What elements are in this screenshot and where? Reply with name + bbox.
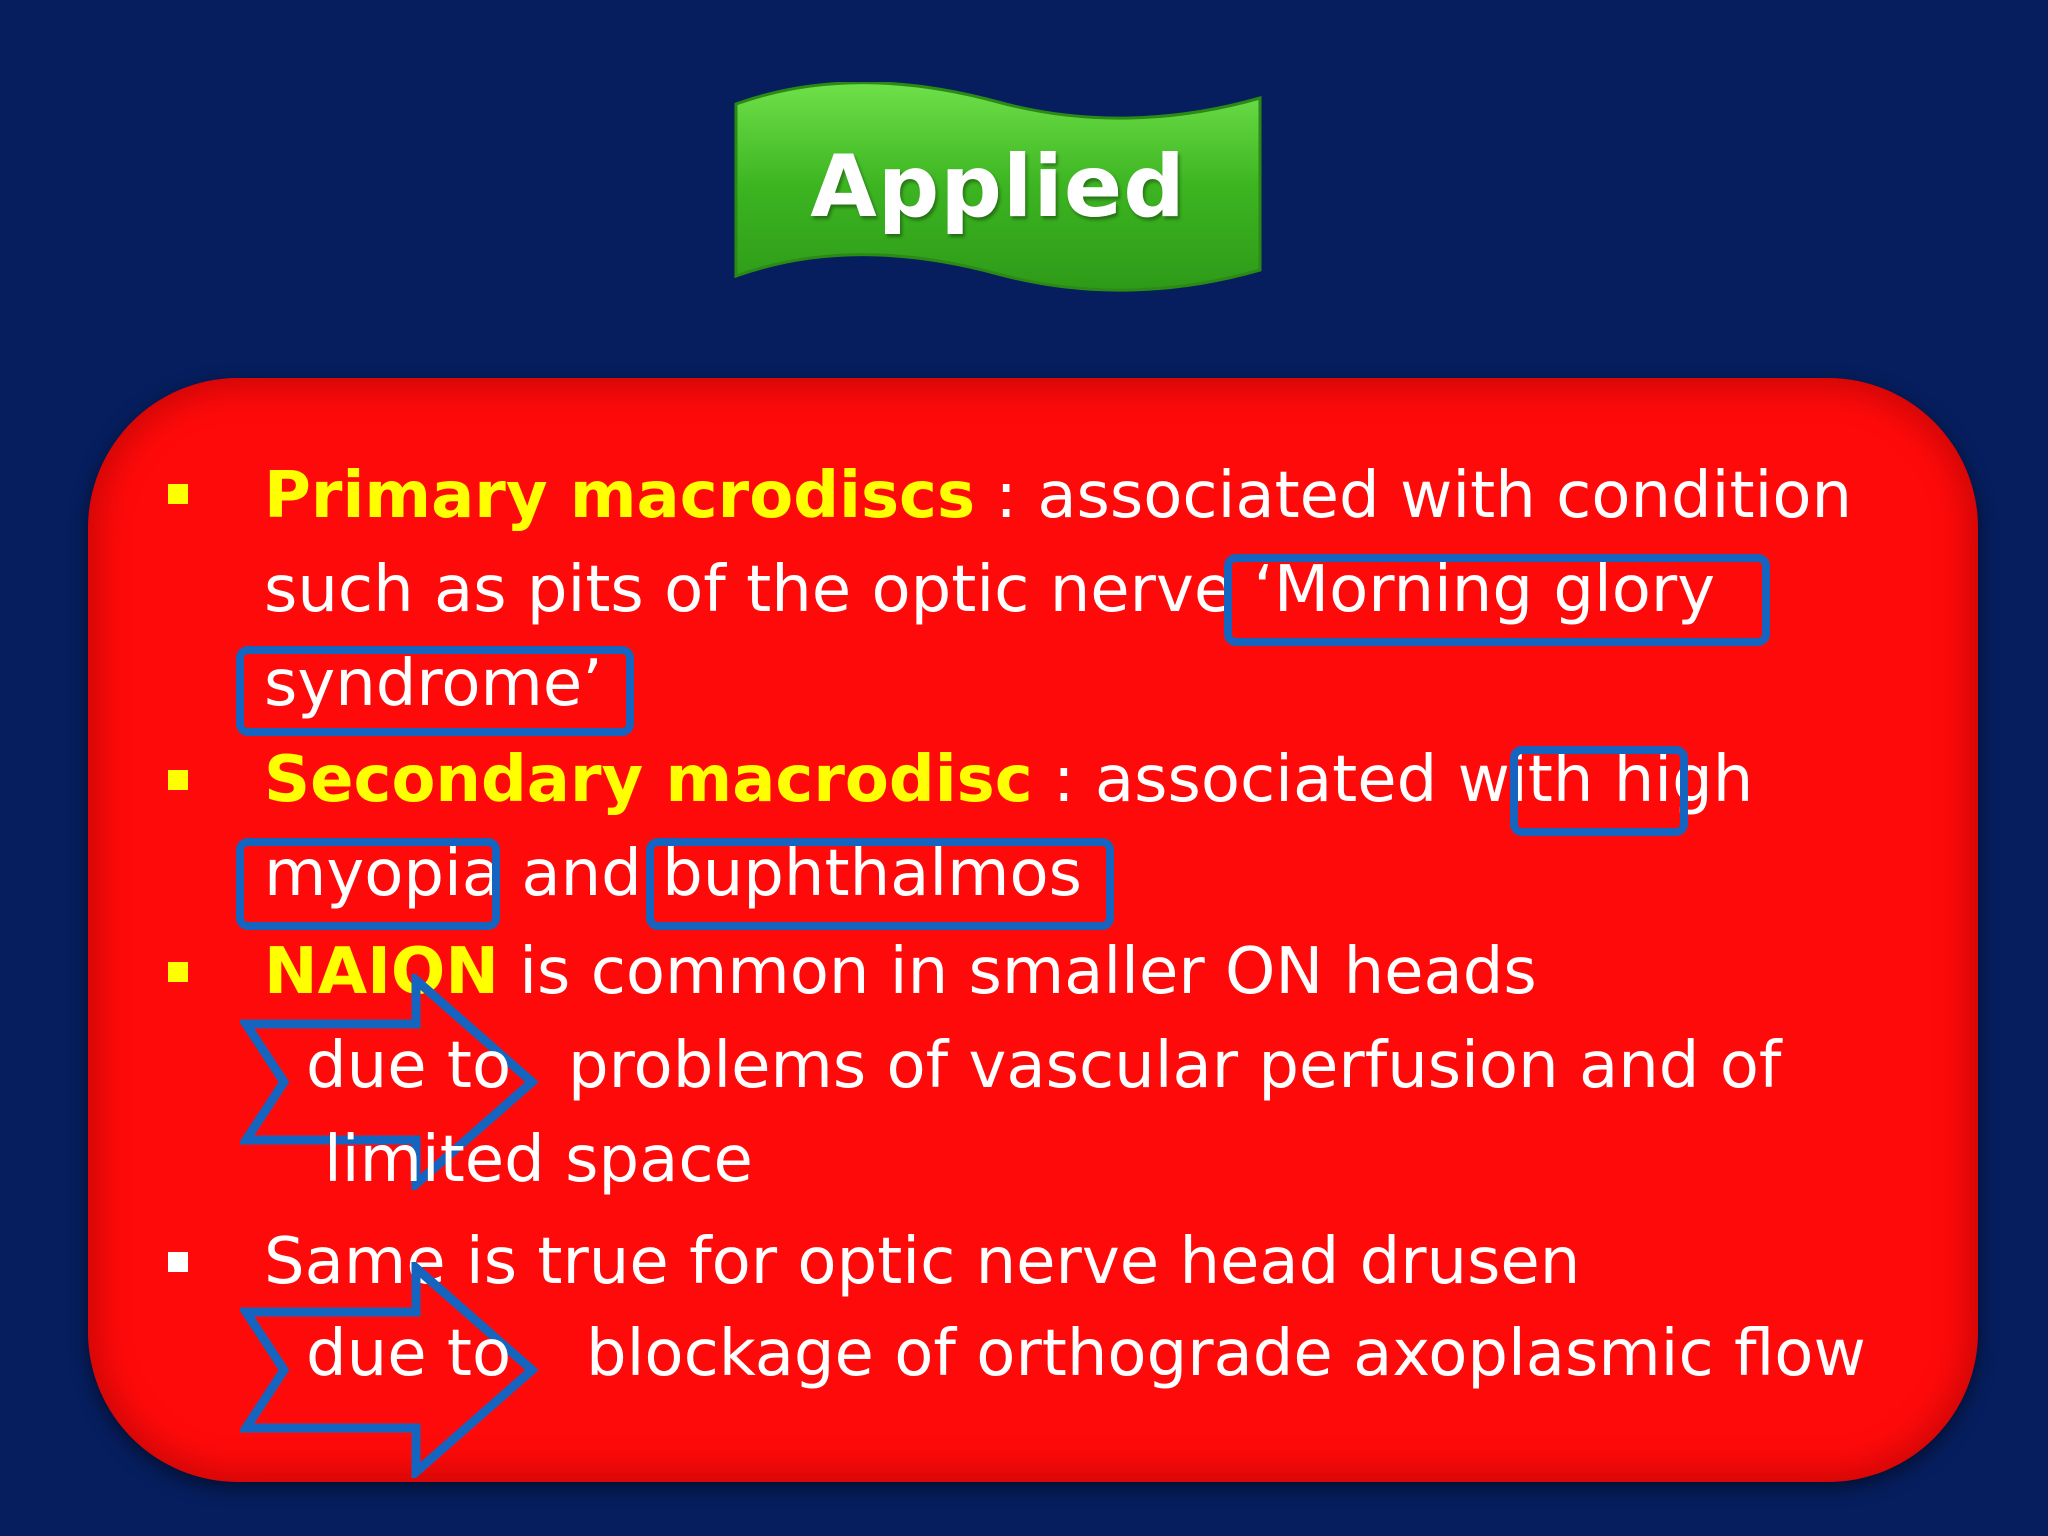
item-text: : associated with high [1032,743,1754,817]
list-item-line: myopia and buphthalmos [264,837,1082,911]
list-item-line: problems of vascular perfusion and of [568,1029,1782,1103]
term-primary-macrodiscs: Primary macrodiscs [264,459,976,533]
term-secondary-macrodisc: Secondary macrodisc [264,743,1033,817]
bullet-marker [168,484,188,504]
list-item-line: blockage of orthograde axoplasmic flow [586,1317,1866,1391]
bullet-marker [168,770,188,790]
term-naion: NAION [264,935,499,1009]
list-item-line [264,456,1852,536]
bullet-marker [168,1252,188,1272]
bullet-marker [168,962,188,982]
highlight-box-syndrome [236,646,634,736]
title-banner [730,82,1266,292]
highlight-box-morning-glory [1224,554,1770,646]
arrow-label: due to [306,1317,512,1391]
item-text: : associated with condition [975,459,1853,533]
list-item-line: limited space [324,1123,753,1197]
item-text: is common in smaller ON heads [498,935,1537,1009]
list-item-line: syndrome’ [264,647,603,721]
highlight-box-myopia [236,838,500,930]
slide-title: Applied [810,137,1186,237]
highlight-box-high [1510,746,1688,836]
highlight-box-buphthalmos [646,838,1114,930]
list-item-line: Same is true for optic nerve head drusen [264,1225,1581,1299]
list-item-line: such as pits of the optic nerve ‘Morning glory [264,553,1716,627]
bullet-list [88,378,1978,1482]
content-panel [88,378,1978,1482]
arrow-label: due to [306,1029,512,1103]
